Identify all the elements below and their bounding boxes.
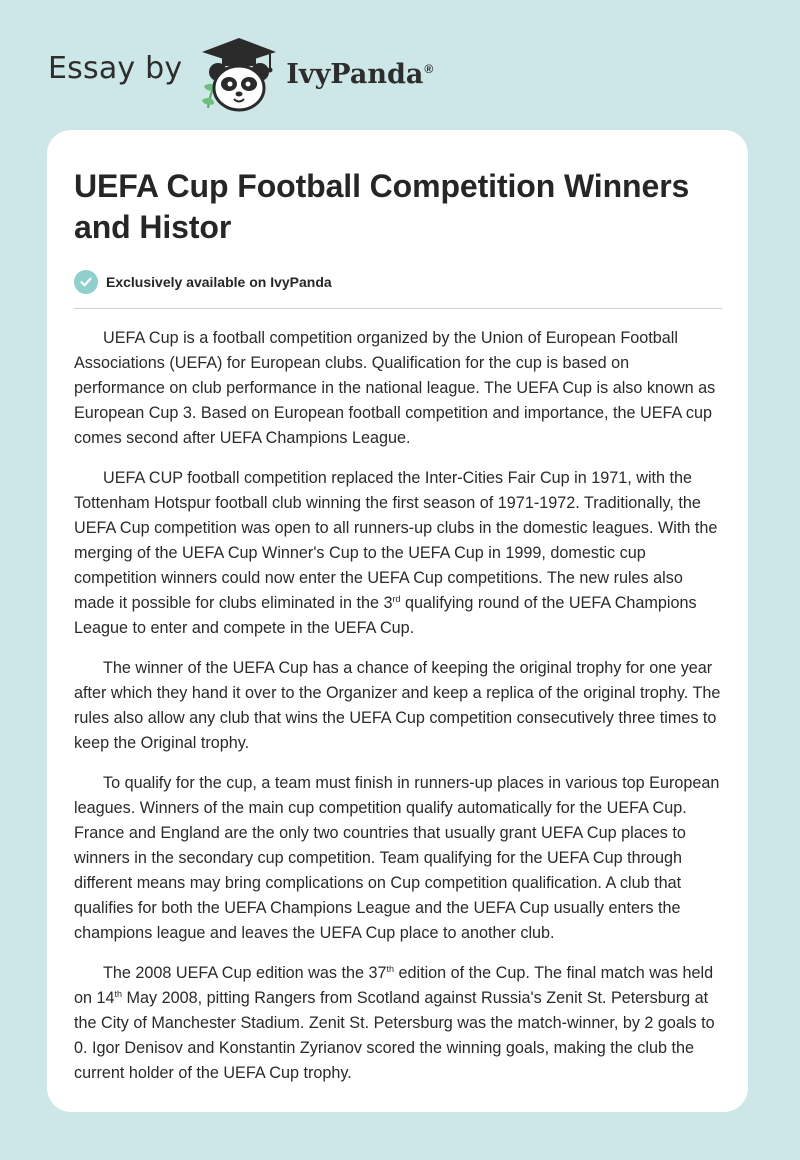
brand-header [48,34,433,114]
essay-by-label: Essay by [48,50,183,86]
paragraph-text: To qualify for the cup, a team must finish in runners-up places in various top European leagues. Winners of the main cup competition qualify automatically for the UEFA Cup. France and England are the only two countries that usually grant UEFA Cup places to winners in the secondary cup competition. Team qualifying for the UEFA Cup through different means may bring complications on Cup competition qualification. A club that qualifies for both the UEFA Champions League and the UEFA Cup usually enters the champions league and leaves the UEFA Cup place to another club. [74,774,720,942]
paragraph [74,326,724,451]
essay-body [74,326,722,1086]
essay-title: UEFA Cup Football Competition Winners and Histor [74,168,690,245]
paragraph-text: qualifying round of the UEFA Champions League to enter and compete in the UEFA Cup. [74,594,697,637]
ordinal-suffix: rd [392,594,401,604]
paragraph [74,466,724,641]
check-circle-icon [74,270,98,294]
paragraph-text: The 2008 UEFA Cup edition was the 37 [103,964,387,982]
brand-name[interactable] [286,59,433,90]
paragraph-text: UEFA CUP football competition replaced the Inter-Cities Fair Cup in 1971, with the Tottenham Hotspur football club winning the first season of 1971-1972. Traditionally, the UEFA Cup competition was open to all runners-up clubs in the domestic leagues. With the merging of the UEFA Cup Winner's Cup to the UEFA Cup in 1999, domestic cup competition winners could now enter the UEFA Cup competitions. The new rules also made it possible for clubs eliminated in the 3 [74,469,718,612]
paragraph-text: May 2008, pitting Rangers from Scotland against Russia's Zenit St. Petersburg at the City of Manchester Stadium. Zenit St. Petersburg was the match-winner, by 2 goals to 0. Igor Denisov and Konstantin Zyrianov scored the winning goals, making the club the current holder of the UEFA Cup trophy. [74,989,715,1082]
registered-mark: ® [424,61,434,76]
paragraph [74,961,724,1086]
paragraph-text: The winner of the UEFA Cup has a chance of keeping the original trophy for one year after which they hand it over to the Organizer and keep a replica of the original trophy. The rules also allow any club that wins the UEFA Cup competition consecutively three times to keep the Original trophy. [74,659,721,752]
paragraph [74,656,724,756]
exclusive-badge [74,270,722,294]
paragraph-text: UEFA Cup is a football competition organized by the Union of European Football Associations (UEFA) for European clubs. Qualification for the cup is based on performance on club performance in the national league. The UEFA Cup is also known as European Cup 3. Based on European football competition and importance, the UEFA cup comes second after UEFA Champions League. [74,329,716,447]
essay-card [47,130,748,1112]
exclusive-label: Exclusively available on IvyPanda [106,274,332,290]
ordinal-suffix: th [114,989,123,999]
paragraph-text: edition of the Cup. The final match was held on 14 [74,964,714,1007]
panda-graduate-icon[interactable] [196,34,282,114]
divider [74,308,722,309]
brand-name-text: IvyPanda [286,58,424,90]
paragraph [74,771,724,946]
ordinal-suffix: th [386,964,394,974]
